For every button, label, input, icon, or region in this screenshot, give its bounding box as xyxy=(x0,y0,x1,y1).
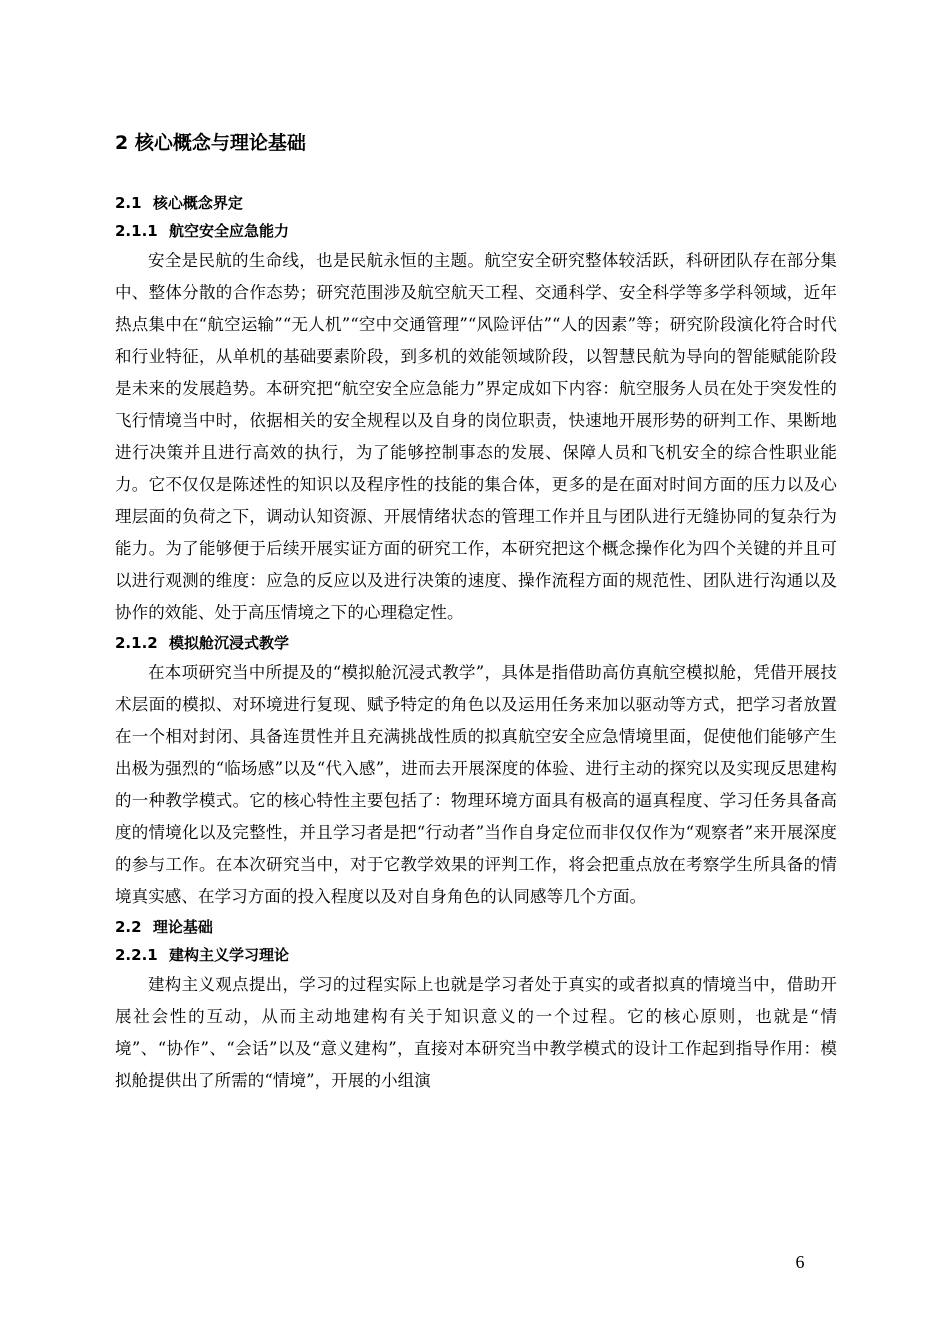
section-heading-2-1-2 xyxy=(115,629,837,657)
section-heading-2-1-1 xyxy=(115,217,837,245)
section-title: 模拟舱沉浸式教学 xyxy=(168,634,289,652)
section-heading-2-2 xyxy=(115,913,837,941)
page-number: 6 xyxy=(795,1252,805,1272)
section-heading-2-1 xyxy=(115,189,837,217)
section-number: 2.1.2 xyxy=(115,634,158,652)
section-title: 航空安全应急能力 xyxy=(168,222,289,240)
section-number: 2.2.1 xyxy=(115,946,158,964)
section-title: 建构主义学习理论 xyxy=(168,946,289,964)
paragraph-simulator-immersive-teaching: 在本项研究当中所提及的“模拟舱沉浸式教学”，具体是指借助高仿真航空模拟舱，凭借开展技术层面的模拟、对环境进行复现、赋予特定的角色以及运用任务来加以驱动等方式，把学习者放置在一个相对封闭、具备连贯性并且充满挑战性质的拟真航空安全应急情境里面，促使他们能够产生出极为强烈的“临场感”以及“代入感”，进而去开展深度的体验、进行主动的探究以及实现反思建构的一种教学模式。它的核心特性主要包括了：物理环境方面具有极高的逼真程度、学习任务具备高度的情境化以及完整性，并且学习者是把“行动者”当作自身定位而非仅仅作为“观察者”来开展深度的参与工作。在本次研究当中，对于它教学效果的评判工作，将会把重点放在考察学生所具备的情境真实感、在学习方面的投入程度以及对自身角色的认同感等几个方面。 xyxy=(115,663,837,906)
section-number: 2.1.1 xyxy=(115,222,158,240)
page-content xyxy=(115,126,837,1097)
section-number: 2.1 xyxy=(115,194,142,212)
paragraph-constructivism: 建构主义观点提出，学习的过程实际上也就是学习者处于真实的或者拟真的情境当中，借助开展社会性的互动，从而主动地建构有关于知识意义的一个过程。它的核心原则，也就是“情境”、“协作”、“会话”以及“意义建构”，直接对本研究当中教学模式的设计工作起到指导作用：模拟舱提供出了所需的“情境”，开展的小组演 xyxy=(115,975,837,1090)
paragraph-aviation-safety-emergency-ability: 安全是民航的生命线，也是民航永恒的主题。航空安全研究整体较活跃，科研团队存在部分集中、整体分散的合作态势；研究范围涉及航空航天工程、交通科学、安全科学等多学科领域，近年热点集中在“航空运输”“无人机”“空中交通管理”“风险评估”“人的因素”等；研究阶段演化符合时代和行业特征，从单机的基础要素阶段，到多机的效能领域阶段，以智慧民航为导向的智能赋能阶段是未来的发展趋势。本研究把“航空安全应急能力”界定成如下内容：航空服务人员在处于突发性的飞行情境当中时，依据相关的安全规程以及自身的岗位职责，快速地开展形势的研判工作、果断地进行决策并且进行高效的执行，为了能够控制事态的发展、保障人员和飞机安全的综合性职业能力。它不仅仅是陈述性的知识以及程序性的技能的集合体，更多的是在面对时间方面的压力以及心理层面的负荷之下，调动认知资源、开展情绪状态的管理工作并且与团队进行无缝协同的复杂行为能力。为了能够便于后续开展实证方面的研究工作，本研究把这个概念操作化为四个关键的并且可以进行观测的维度：应急的反应以及进行决策的速度、操作流程方面的规范性、团队进行沟通以及协作的效能、处于高压情境之下的心理稳定性。 xyxy=(115,251,837,622)
section-title: 理论基础 xyxy=(152,918,213,936)
chapter-heading xyxy=(115,126,837,160)
section-title: 核心概念界定 xyxy=(152,194,243,212)
section-number: 2.2 xyxy=(115,918,142,936)
section-heading-2-2-1 xyxy=(115,941,837,969)
chapter-number: 2 xyxy=(115,132,129,154)
chapter-title: 核心概念与理论基础 xyxy=(134,132,306,154)
